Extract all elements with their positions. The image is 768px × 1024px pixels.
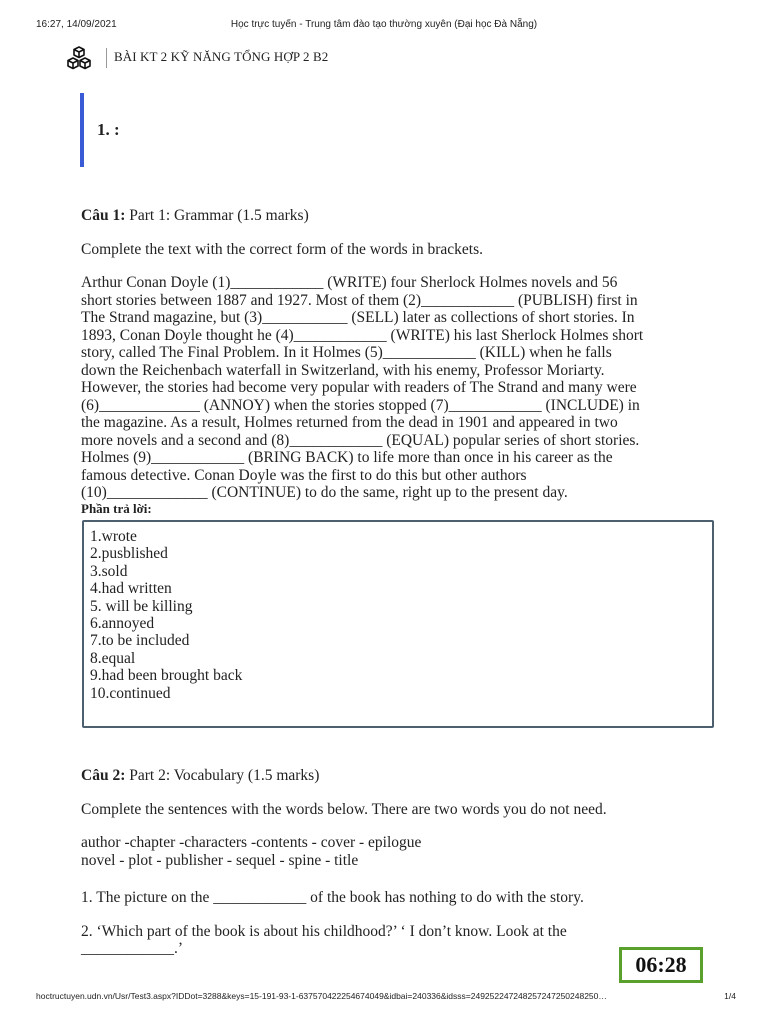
answer-line: 7.to be included — [90, 632, 190, 650]
cubes-logo-icon[interactable] — [66, 45, 92, 71]
answer-line: 1.wrote — [90, 528, 137, 545]
grammar-passage — [81, 274, 721, 502]
top-bar — [66, 44, 706, 72]
vocab-sentence-2: 2. ‘Which part of the book is about his childhood?’ ‘ I don’t know. Look at the — [81, 922, 567, 940]
question-2-label: Câu 2: — [81, 767, 126, 784]
passage-line: more novels and a second and (8)____________ (EQUAL) popular series of short stories. — [81, 431, 640, 449]
header-divider — [106, 48, 107, 68]
passage-line: story, called The Final Problem. In it Holmes (5)____________ (KILL) when he falls — [81, 344, 612, 361]
passage-line: Holmes (9)____________ (BRING BACK) to life more than once in his career as the — [81, 449, 613, 466]
passage-line: 1893, Conan Doyle thought he (4)____________ (WRITE) his last Sherlock Holmes short — [81, 326, 644, 344]
vocab-sentence-2-cont: ____________.’ — [81, 940, 184, 957]
question-2-text: Part 2: Vocabulary (1.5 marks) — [125, 767, 320, 784]
countdown-timer: 06:28 — [619, 947, 703, 983]
passage-line: famous detective. Conan Doyle was the first to do this but other authors — [81, 466, 527, 484]
answer-line: 10.continued — [90, 684, 171, 702]
question-2-title — [81, 767, 721, 785]
passage-line: down the Reichenbach waterfall in Switzerland, with his enemy, Professor Moriarty. — [81, 361, 605, 379]
part2-section — [81, 767, 721, 958]
print-footer — [0, 991, 768, 1011]
print-doc-title: Học trực tuyến - Trung tâm đào tạo thường xuyên (Đại học Đà Nẵng) — [230, 19, 538, 30]
question-accent-bar — [80, 93, 84, 167]
question-1-label: Câu 1: — [81, 207, 126, 224]
answer-line: 3.sold — [90, 562, 128, 580]
print-timestamp: 16:27, 14/09/2021 — [36, 19, 117, 30]
part1-instruction: Complete the text with the correct form of the words in brackets. — [81, 240, 484, 258]
passage-line: short stories between 1887 and 1927. Most of them (2)____________ (PUBLISH) first in — [81, 291, 638, 309]
passage-line: the magazine. As a result, Holmes returned from the dead in 1901 and appeared in two — [81, 414, 618, 431]
word-bank-line: novel - plot - publisher - sequel - spine - title — [81, 851, 359, 869]
passage-line: (6)_____________ (ANNOY) when the stories stopped (7)____________ (INCLUDE) in — [81, 396, 640, 414]
question-heading: 1. : — [97, 120, 120, 139]
word-bank-line: author -chapter -characters -contents - cover - epilogue — [81, 834, 422, 851]
part1-section — [81, 207, 721, 516]
part2-instruction: Complete the sentences with the words below. There are two words you do not need. — [81, 800, 607, 818]
answer-line: 6.annoyed — [90, 615, 155, 633]
question-1-text: Part 1: Grammar (1.5 marks) — [125, 207, 309, 224]
passage-line: The Strand magazine, but (3)___________ (SELL) later as collections of short stories. In — [81, 309, 635, 326]
passage-line: (10)_____________ (CONTINUE) to do the same, right up to the present day. — [81, 484, 568, 501]
answer-line: 4.had written — [90, 580, 172, 598]
passage-line: Arthur Conan Doyle (1)____________ (WRITE) four Sherlock Holmes novels and 56 — [81, 274, 618, 291]
answer-line: 5. will be killing — [90, 597, 193, 615]
question-1-title — [81, 207, 721, 225]
passage-line: However, the stories had become very popular with readers of The Strand and many were — [81, 379, 637, 396]
answer-line: 8.equal — [90, 649, 136, 667]
vocab-sentence-1: 1. The picture on the ____________ of the book has nothing to do with the story. — [81, 889, 584, 906]
answer-label: Phần trả lời: — [81, 500, 152, 516]
print-url: hoctructuyen.udn.vn/Usr/Test3.aspx?IDDot=3288&keys=15-191-93-1-637570422254674049&idbai=240336&idsss=249252247248257247250248250… — [36, 991, 607, 1001]
answer-line: 9.had been brought back — [90, 667, 243, 685]
answer-textarea[interactable] — [82, 520, 714, 728]
print-page-number: 1/4 — [724, 991, 736, 1001]
print-header — [0, 0, 768, 40]
page-title: BÀI KT 2 KỸ NĂNG TỔNG HỢP 2 B2 — [114, 49, 329, 64]
answer-line: 2.pusblished — [90, 545, 168, 563]
